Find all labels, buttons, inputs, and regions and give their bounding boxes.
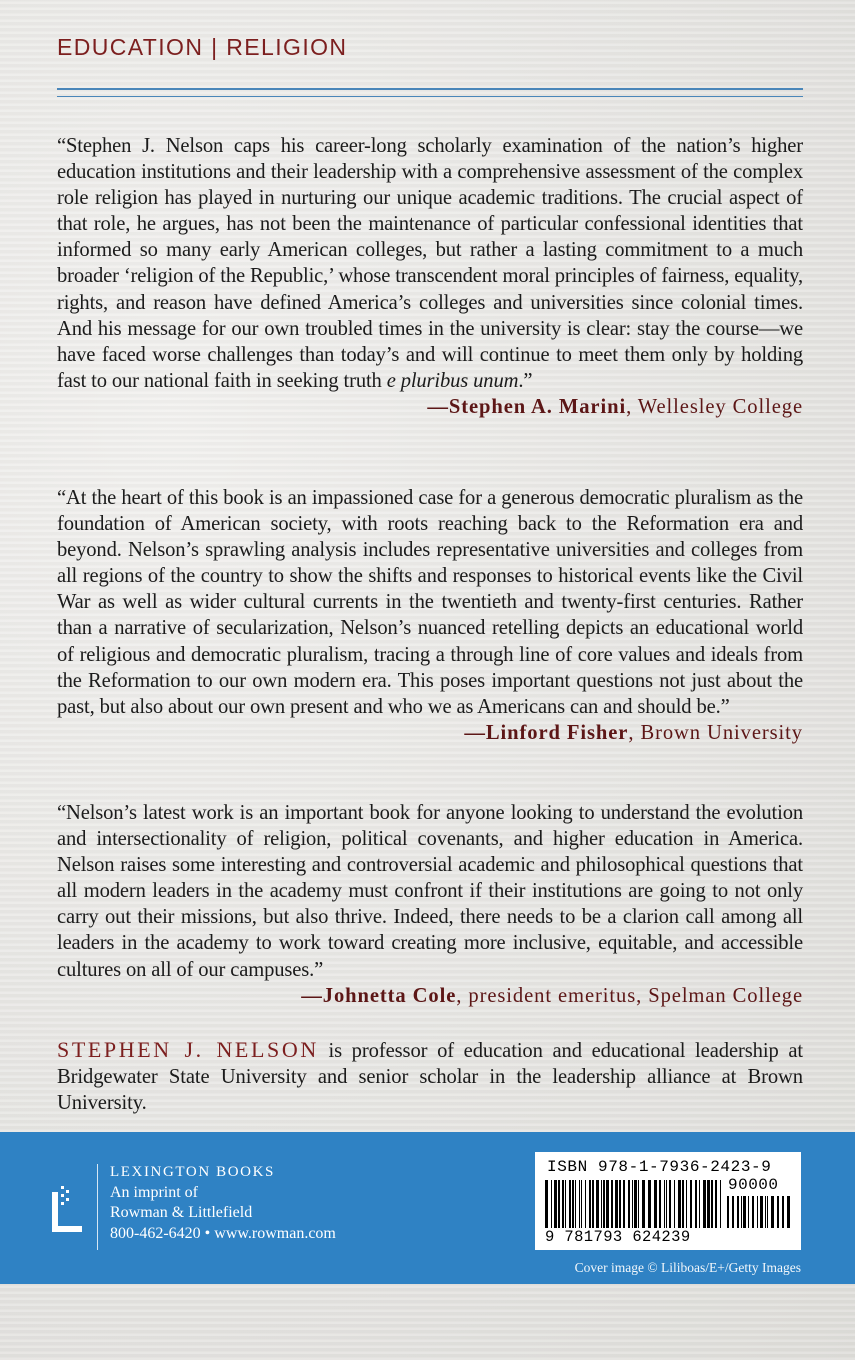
parent-publisher: Rowman & Littlefield	[110, 1204, 253, 1221]
author-bio	[57, 1037, 803, 1116]
publisher-info	[110, 1162, 336, 1244]
publisher-contact: 800-462-6420 • www.rowman.com	[110, 1224, 336, 1242]
price-code: 90000	[728, 1176, 779, 1194]
imprint-label: An imprint of	[110, 1183, 198, 1201]
quote-attribution	[464, 720, 803, 746]
publisher-name: LEXINGTON BOOKS	[110, 1164, 275, 1180]
quote-author: —Stephen A. Marini	[427, 395, 627, 418]
quote-author: —Johnetta Cole	[301, 984, 457, 1007]
bio-text: is professor of education and educational leadership at Bridgewater State University and senior scholar in the leadership alliance at Brown University.	[57, 1040, 803, 1114]
addon-barcode-icon	[727, 1196, 791, 1228]
endorsement-quote	[57, 800, 803, 1009]
cover-image-credit: Cover image © Liliboas/E+/Getty Images	[574, 1260, 801, 1275]
endorsement-quote	[57, 133, 803, 420]
category-label: EDUCATION | RELIGION	[57, 34, 348, 60]
quote-author: —Linford Fisher	[464, 721, 629, 744]
quote-text: “Nelson’s latest work is an important book for anyone looking to understand the evolution and intersectionality of religion, political covenants, and higher education in America. Nelson raises some interesting and controversial academic and philosophical questions that all modern leaders in the academy must confront if their institutions are going to not only carry out their missions, but also thrive. Indeed, there needs to be a clarion call among all leaders in the academy to work toward creating more inclusive, equitable, and accessible cultures on all of our campuses.”	[57, 802, 803, 981]
lexington-logo-icon	[52, 1186, 82, 1232]
isbn-text: ISBN 978-1-7936-2423-9	[547, 1158, 772, 1176]
endorsement-quote	[57, 485, 803, 746]
quote-affiliation: , Brown University	[628, 721, 803, 744]
header-rule-thick	[57, 88, 803, 90]
quote-attribution	[57, 394, 803, 420]
ean-number: 9 781793 624239	[545, 1228, 691, 1246]
ean-barcode-icon	[545, 1180, 721, 1228]
quote-text: “At the heart of this book is an impassioned case for a generous democratic pluralism as the foundation of American society, with roots reaching back to the Reformation era and beyond. Nelson’s sprawling analysis includes representative universities and colleges from all regions of the country to show the shifts and responses to historical events like the Civil War as well as wider cultural currents in the twentieth and twenty-first centuries. Rather than a narrative of secularization, Nelson’s nuanced retelling depicts an educational world of religious and democratic pluralism, tracing a through line of core values and ideals from the Reformation to our own modern era. This poses important questions not just about the past, but also about our own present and who we as Americans can and should be.”	[57, 487, 803, 718]
barcode-panel	[535, 1152, 801, 1250]
quote-attribution	[301, 983, 803, 1009]
header-rule-thin	[57, 96, 803, 97]
publisher-footer	[0, 1132, 855, 1284]
quote-italic: e pluribus unum	[386, 369, 519, 392]
quote-affiliation: , president emeritus, Spelman College	[456, 984, 803, 1007]
quote-end: .”	[518, 369, 533, 392]
footer-divider	[97, 1164, 98, 1250]
quote-text: “Stephen J. Nelson caps his career-long scholarly examination of the nation’s higher education institutions and their leadership with a comprehensive assessment of the complex role religion has played in nurturing our unique academic traditions. The crucial aspect of that role, he argues, has not been the maintenance of particular confessional identities that informed so many early American colleges, but rather a lasting commitment to a much broader ‘religion of the Republic,’ whose transcendent moral principles of fairness, equality, rights, and reason have defined America’s colleges and universities since colonial times. And his message for our own troubled times in the university is clear: stay the course—we have faced worse challenges than today’s and will continue to meet them only by holding fast to our national faith in seeking truth	[57, 135, 803, 392]
author-name: STEPHEN J. NELSON	[57, 1037, 319, 1062]
quote-affiliation: , Wellesley College	[626, 395, 803, 418]
